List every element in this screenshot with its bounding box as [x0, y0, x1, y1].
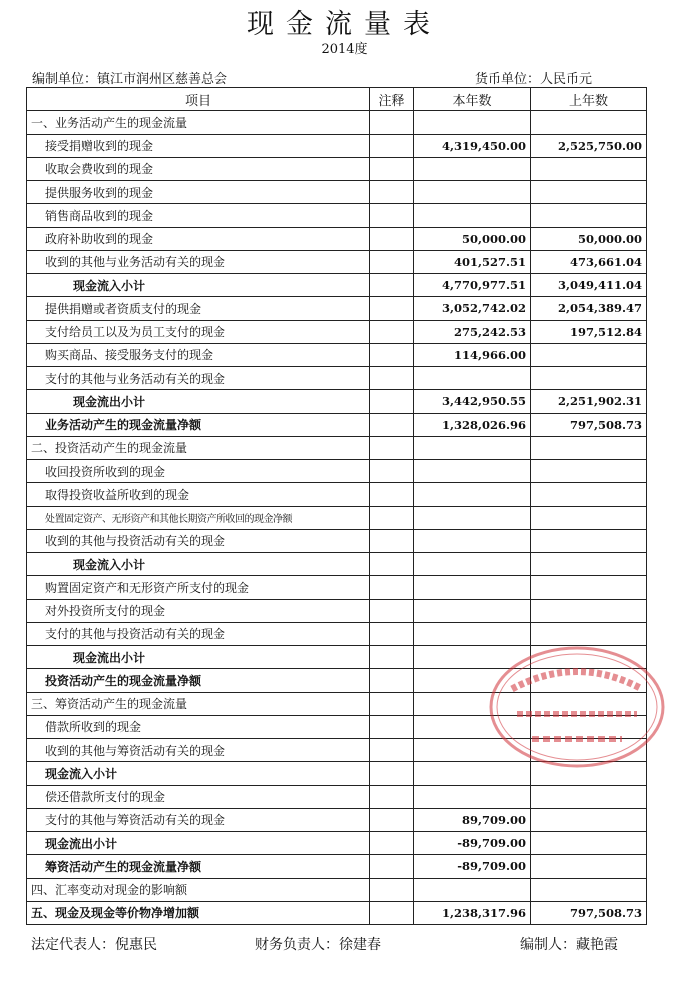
- finance-head: 财务负责人：徐建春: [255, 937, 381, 953]
- row-item-label: 支付的其他与投资活动有关的现金: [27, 622, 370, 645]
- table-row: [27, 413, 647, 436]
- row-note: [370, 506, 414, 529]
- row-item-label: 对外投资所支付的现金: [27, 599, 370, 622]
- cash-flow-table: [26, 87, 647, 925]
- row-current-year-amount: 4,319,450.00: [414, 134, 531, 157]
- row-note: [370, 785, 414, 808]
- table-row: [27, 506, 647, 529]
- row-prior-year-amount: [531, 181, 647, 204]
- row-prior-year-amount: 2,251,902.31: [531, 390, 647, 413]
- row-item-label: 三、筹资活动产生的现金流量: [27, 692, 370, 715]
- row-note: [370, 367, 414, 390]
- row-current-year-amount: [414, 157, 531, 180]
- table-header-row: [27, 88, 647, 111]
- row-current-year-amount: 401,527.51: [414, 250, 531, 273]
- row-prior-year-amount: [531, 576, 647, 599]
- row-note: [370, 622, 414, 645]
- row-prior-year-amount: 3,049,411.04: [531, 274, 647, 297]
- row-note: [370, 483, 414, 506]
- table-row: [27, 460, 647, 483]
- row-item-label: 投资活动产生的现金流量净额: [27, 669, 370, 692]
- table-row: [27, 529, 647, 552]
- column-header-item: 项目: [27, 88, 370, 111]
- row-note: [370, 808, 414, 831]
- row-prior-year-amount: 797,508.73: [531, 413, 647, 436]
- row-current-year-amount: 89,709.00: [414, 808, 531, 831]
- row-note: [370, 646, 414, 669]
- table-row: [27, 483, 647, 506]
- row-prior-year-amount: 197,512.84: [531, 320, 647, 343]
- table-row: [27, 111, 647, 134]
- column-header-note: 注释: [370, 88, 414, 111]
- row-prior-year-amount: [531, 622, 647, 645]
- row-current-year-amount: 275,242.53: [414, 320, 531, 343]
- row-current-year-amount: [414, 460, 531, 483]
- row-current-year-amount: [414, 204, 531, 227]
- row-current-year-amount: [414, 483, 531, 506]
- row-current-year-amount: 50,000.00: [414, 227, 531, 250]
- row-current-year-amount: 1,328,026.96: [414, 413, 531, 436]
- table-row: [27, 785, 647, 808]
- row-current-year-amount: [414, 367, 531, 390]
- row-item-label: 现金流入小计: [27, 762, 370, 785]
- currency-unit: 货币单位：人民币元: [475, 72, 593, 87]
- table-row: [27, 181, 647, 204]
- row-item-label: 五、现金及现金等价物净增加额: [27, 901, 370, 924]
- row-note: [370, 576, 414, 599]
- legal-representative: 法定代表人：倪惠民: [31, 937, 157, 953]
- row-current-year-amount: 3,442,950.55: [414, 390, 531, 413]
- row-note: [370, 157, 414, 180]
- row-current-year-amount: [414, 553, 531, 576]
- row-current-year-amount: [414, 506, 531, 529]
- row-note: [370, 343, 414, 366]
- row-item-label: 现金流入小计: [27, 553, 370, 576]
- row-note: [370, 529, 414, 552]
- row-note: [370, 715, 414, 738]
- table-row: [27, 622, 647, 645]
- table-row: [27, 250, 647, 273]
- row-prior-year-amount: [531, 343, 647, 366]
- table-row: [27, 576, 647, 599]
- row-current-year-amount: [414, 576, 531, 599]
- row-current-year-amount: [414, 529, 531, 552]
- table-row: [27, 367, 647, 390]
- row-prior-year-amount: [531, 553, 647, 576]
- row-note: [370, 390, 414, 413]
- row-prior-year-amount: [531, 785, 647, 808]
- row-prior-year-amount: [531, 599, 647, 622]
- row-note: [370, 111, 414, 134]
- row-item-label: 接受捐赠收到的现金: [27, 134, 370, 157]
- row-current-year-amount: [414, 436, 531, 459]
- fiscal-year: 2014度: [321, 42, 368, 57]
- official-seal-stamp: [487, 644, 667, 770]
- row-prior-year-amount: 797,508.73: [531, 901, 647, 924]
- row-note: [370, 460, 414, 483]
- row-current-year-amount: -89,709.00: [414, 832, 531, 855]
- row-prior-year-amount: [531, 506, 647, 529]
- row-current-year-amount: [414, 111, 531, 134]
- row-item-label: 偿还借款所支付的现金: [27, 785, 370, 808]
- row-current-year-amount: 3,052,742.02: [414, 297, 531, 320]
- row-prior-year-amount: [531, 483, 647, 506]
- row-prior-year-amount: [531, 367, 647, 390]
- table-row: [27, 204, 647, 227]
- row-current-year-amount: [414, 785, 531, 808]
- row-item-label: 收到的其他与投资活动有关的现金: [27, 529, 370, 552]
- row-note: [370, 227, 414, 250]
- row-note: [370, 855, 414, 878]
- row-item-label: 现金流出小计: [27, 390, 370, 413]
- row-note: [370, 739, 414, 762]
- table-row: [27, 390, 647, 413]
- column-header-current-year: 本年数: [414, 88, 531, 111]
- row-note: [370, 134, 414, 157]
- table-row: [27, 320, 647, 343]
- table-row: [27, 297, 647, 320]
- row-prior-year-amount: [531, 436, 647, 459]
- row-item-label: 提供捐赠或者资质支付的现金: [27, 297, 370, 320]
- row-note: [370, 762, 414, 785]
- row-prior-year-amount: [531, 111, 647, 134]
- row-prior-year-amount: [531, 204, 647, 227]
- row-current-year-amount: 1,238,317.96: [414, 901, 531, 924]
- row-prior-year-amount: [531, 157, 647, 180]
- row-current-year-amount: -89,709.00: [414, 855, 531, 878]
- row-item-label: 取得投资收益所收到的现金: [27, 483, 370, 506]
- row-prior-year-amount: [531, 832, 647, 855]
- row-item-label: 收回投资所收到的现金: [27, 460, 370, 483]
- row-current-year-amount: 4,770,977.51: [414, 274, 531, 297]
- page-title: 现金流量表: [247, 9, 442, 40]
- row-prior-year-amount: 50,000.00: [531, 227, 647, 250]
- table-row: [27, 157, 647, 180]
- table-row: [27, 227, 647, 250]
- row-item-label: 筹资活动产生的现金流量净额: [27, 855, 370, 878]
- table-row: [27, 436, 647, 459]
- table-row: [27, 599, 647, 622]
- row-note: [370, 436, 414, 459]
- row-item-label: 支付的其他与筹资活动有关的现金: [27, 808, 370, 831]
- row-note: [370, 250, 414, 273]
- row-item-label: 收到的其他与筹资活动有关的现金: [27, 739, 370, 762]
- row-current-year-amount: [414, 181, 531, 204]
- row-item-label: 购买商品、接受服务支付的现金: [27, 343, 370, 366]
- table-row: [27, 274, 647, 297]
- row-note: [370, 669, 414, 692]
- row-current-year-amount: 114,966.00: [414, 343, 531, 366]
- row-item-label: 现金流出小计: [27, 832, 370, 855]
- row-note: [370, 692, 414, 715]
- row-note: [370, 599, 414, 622]
- row-item-label: 购置固定资产和无形资产所支付的现金: [27, 576, 370, 599]
- table-row: [27, 553, 647, 576]
- row-item-label: 业务活动产生的现金流量净额: [27, 413, 370, 436]
- row-item-label: 支付的其他与业务活动有关的现金: [27, 367, 370, 390]
- row-note: [370, 181, 414, 204]
- row-note: [370, 553, 414, 576]
- row-item-label: 借款所收到的现金: [27, 715, 370, 738]
- table-row: [27, 832, 647, 855]
- row-prior-year-amount: 2,525,750.00: [531, 134, 647, 157]
- row-note: [370, 878, 414, 901]
- row-note: [370, 274, 414, 297]
- table-row: [27, 855, 647, 878]
- row-prior-year-amount: [531, 855, 647, 878]
- row-current-year-amount: [414, 622, 531, 645]
- row-note: [370, 832, 414, 855]
- table-row: [27, 134, 647, 157]
- row-item-label: 一、业务活动产生的现金流量: [27, 111, 370, 134]
- row-current-year-amount: [414, 878, 531, 901]
- table-row: [27, 901, 647, 924]
- row-prior-year-amount: [531, 460, 647, 483]
- row-note: [370, 901, 414, 924]
- row-current-year-amount: [414, 599, 531, 622]
- row-item-label: 现金流入小计: [27, 274, 370, 297]
- row-note: [370, 204, 414, 227]
- row-item-label: 销售商品收到的现金: [27, 204, 370, 227]
- row-prior-year-amount: [531, 529, 647, 552]
- reporting-entity: 编制单位：镇江市润州区慈善总会: [32, 72, 228, 87]
- row-note: [370, 320, 414, 343]
- row-note: [370, 297, 414, 320]
- table-row: [27, 878, 647, 901]
- row-prior-year-amount: [531, 808, 647, 831]
- row-note: [370, 413, 414, 436]
- table-row: [27, 343, 647, 366]
- row-item-label: 收到的其他与业务活动有关的现金: [27, 250, 370, 273]
- row-item-label: 四、汇率变动对现金的影响额: [27, 878, 370, 901]
- table-row: [27, 808, 647, 831]
- column-header-prior-year: 上年数: [531, 88, 647, 111]
- row-item-label: 提供服务收到的现金: [27, 181, 370, 204]
- row-item-label: 收取会费收到的现金: [27, 157, 370, 180]
- row-item-label: 支付给员工以及为员工支付的现金: [27, 320, 370, 343]
- row-item-label: 政府补助收到的现金: [27, 227, 370, 250]
- row-item-label: 现金流出小计: [27, 646, 370, 669]
- row-prior-year-amount: 2,054,389.47: [531, 297, 647, 320]
- row-item-label: 处置固定资产、无形资产和其他长期资产所收回的现金净额: [27, 506, 370, 529]
- row-item-label: 二、投资活动产生的现金流量: [27, 436, 370, 459]
- row-prior-year-amount: 473,661.04: [531, 250, 647, 273]
- row-prior-year-amount: [531, 878, 647, 901]
- preparer: 编制人：藏艳霞: [520, 937, 618, 953]
